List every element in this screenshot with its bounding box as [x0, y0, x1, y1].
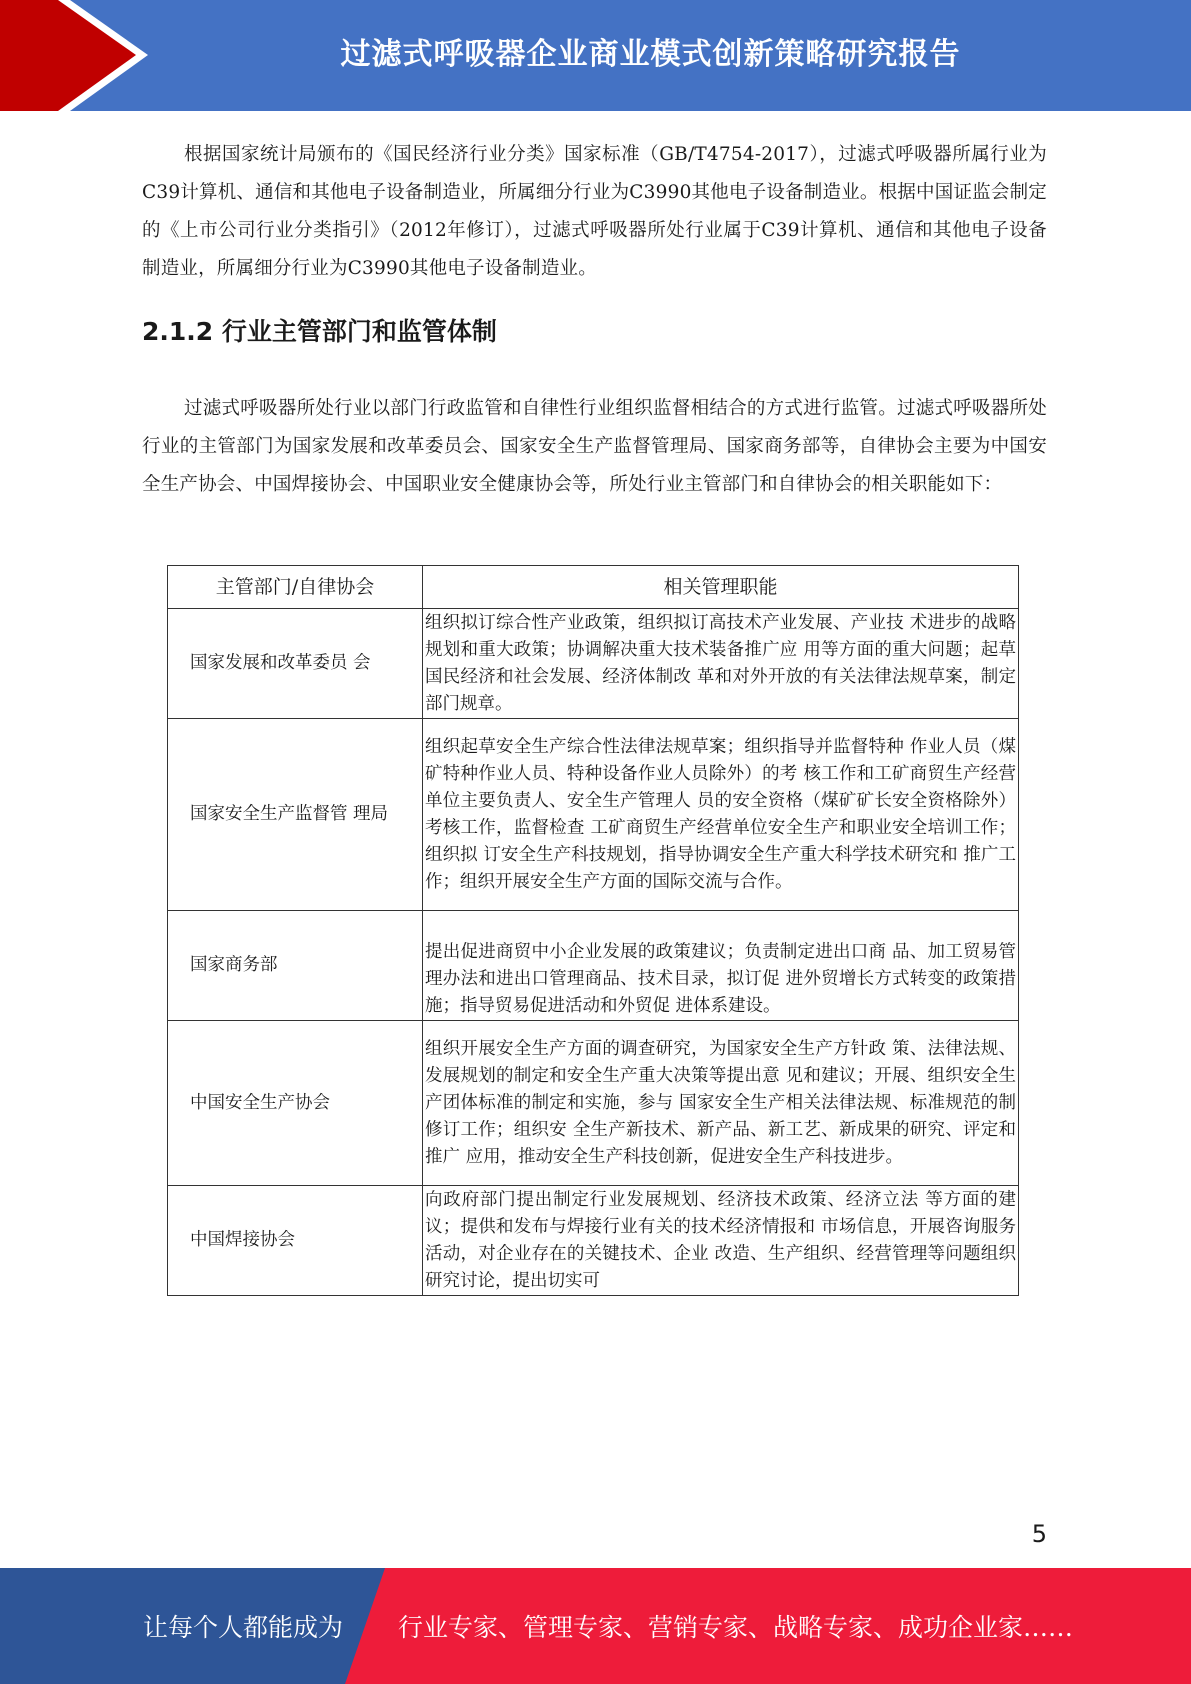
regulation-section [142, 390, 1047, 504]
intro-section [142, 136, 1047, 288]
footer-slogan-left: 让每个人都能成为 [143, 1613, 344, 1642]
regulation-paragraph: 过滤式呼吸器所处行业以部门行政监管和自律性行业组织监督相结合的方式进行监管。过滤式呼吸器所处行业的主管部门为国家发展和改革委员会、国家安全生产监督管理局、国家商务部等，自律协会主要为中国安全生产协会、中国焊接协会、中国职业安全健康协会等，所处行业主管部门和自律协会的相关职能如下： [142, 398, 1047, 495]
dept-cell: 中国安全生产协会 [168, 1021, 423, 1186]
table-row [168, 719, 1019, 911]
header-func: 相关管理职能 [423, 566, 1019, 609]
dept-cell: 国家商务部 [168, 911, 423, 1021]
table-row [168, 1186, 1019, 1296]
page-footer [0, 1568, 1191, 1684]
dept-cell: 国家安全生产监督管 理局 [168, 719, 423, 911]
page-header [0, 0, 1191, 111]
table-row [168, 609, 1019, 719]
func-cell: 组织开展安全生产方面的调查研究，为国家安全生产方针政 策、法律法规、发展规划的制定和安全生产重大决策等提出意 见和建议；开展、组织安全生产团体标准的制定和实施，参与 国家安全生产相关法律法规、标准规范的制修订工作；组织安 全生产新技术、新产品、新工艺、新成果的研究、评定和推广 应用，推动安全生产科技创新，促进安全生产科技进步。 [423, 1021, 1019, 1186]
func-cell: 向政府部门提出制定行业发展规划、经济技术政策、经济立法 等方面的建议；提供和发布与焊接行业有关的技术经济情报和 市场信息，开展咨询服务活动，对企业存在的关键技术、企业 改造、生产组织、经营管理等问题组织研究讨论，提出切实可 [423, 1186, 1019, 1296]
page-number: 5 [1031, 1520, 1047, 1548]
header-arrow-decoration [0, 0, 160, 111]
table-row [168, 911, 1019, 1021]
dept-cell: 国家发展和改革委员 会 [168, 609, 423, 719]
report-title: 过滤式呼吸器企业商业模式创新策略研究报告 [340, 36, 961, 72]
func-cell: 组织起草安全生产综合性法律法规草案；组织指导并监督特种 作业人员（煤矿特种作业人员、特种设备作业人员除外）的考 核工作和工矿商贸生产经营单位主要负责人、安全生产管理人 员的安全资格（煤矿矿长安全资格除外）考核工作，监督检查 工矿商贸生产经营单位安全生产和职业安全培训工作；组织拟 订安全生产科技规划，指导协调安全生产重大科学技术研究和 推广工作；组织开展安全生产方面的国际交流与合作。 [423, 719, 1019, 911]
table-row [168, 1021, 1019, 1186]
authority-duties-table [167, 565, 1019, 1296]
table-header-row [168, 566, 1019, 609]
func-cell: 组织拟订综合性产业政策，组织拟订高技术产业发展、产业技 术进步的战略规划和重大政策；协调解决重大技术装备推广应 用等方面的重大问题；起草国民经济和社会发展、经济体制改 革和对外开放的有关法律法规草案，制定部门规章。 [423, 609, 1019, 719]
func-cell: 提出促进商贸中小企业发展的政策建议；负责制定进出口商 品、加工贸易管理办法和进出口管理商品、技术目录，拟订促 进外贸增长方式转变的政策措施；指导贸易促进活动和外贸促 进体系建设。 [423, 911, 1019, 1021]
section-heading: 2.1.2 行业主管部门和监管体制 [142, 317, 497, 346]
intro-paragraph: 根据国家统计局颁布的《国民经济行业分类》国家标准（GB/T4754-2017），过滤式呼吸器所属行业为C39计算机、通信和其他电子设备制造业，所属细分行业为C3990其他电子设备制造业。根据中国证监会制定的《上市公司行业分类指引》（2012年修订），过滤式呼吸器所处行业属于C39计算机、通信和其他电子设备制造业，所属细分行业为C3990其他电子设备制造业。 [142, 144, 1047, 279]
header-dept: 主管部门/自律协会 [168, 566, 423, 609]
dept-cell: 中国焊接协会 [168, 1186, 423, 1296]
footer-slogan-right: 行业专家、管理专家、营销专家、战略专家、成功企业家…… [398, 1613, 1074, 1642]
